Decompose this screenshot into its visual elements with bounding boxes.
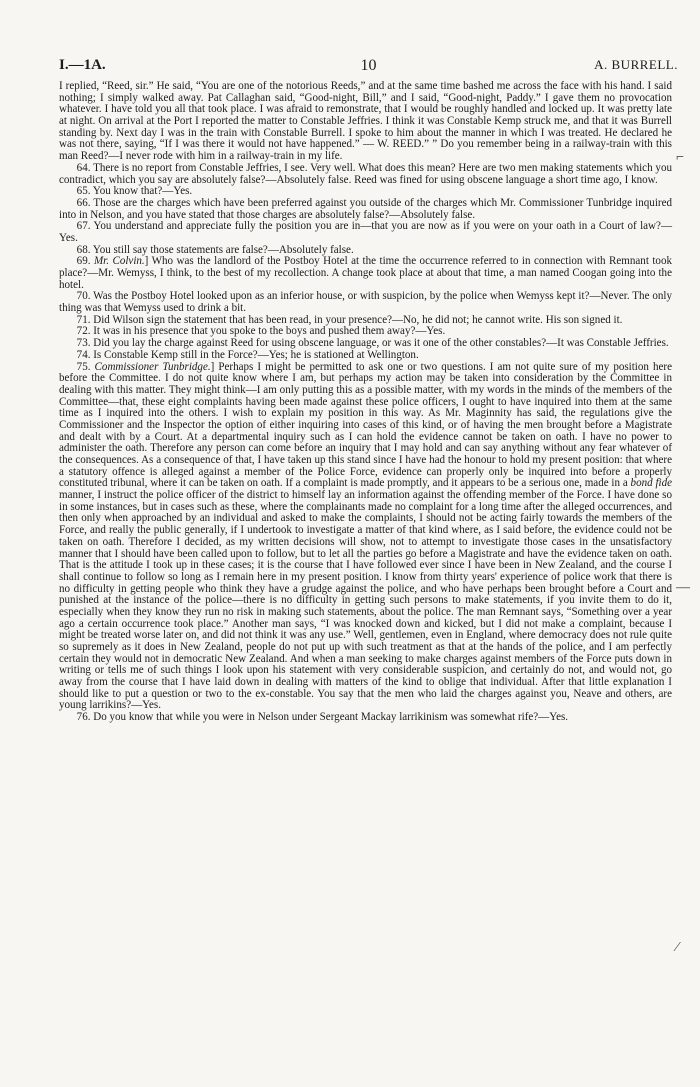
text-run: I replied, “Reed, sir.” He said, “You are one of the notorious Reeds,” and at the same time bashed me across the face with his hand. I said nothing; I simply walked away. Pat Callaghan said, “Good-night, Bill,” and I said, “Good-night, Paddy.” I gave them no provocation whatever. I have told you all that took place. I was afraid to remonstrate, that I would be roughly handled and locked up. It was pretty late at night. On arrival at the Port I reported the matter to Constable Jeffries. I think it was Constable Kemp struck me, and that it was Burrell standing by. Next day I was in the train with Constable Burrell. I spoke to him about the manner in which I was treated. He declared he was not there, saying, “If I was there it would not have happened.” — W. REED.” ” Do you remember being in a railway-train with this man Reed?—I never rode with him in a railway-train in my life. bbox=[59, 80, 672, 163]
text-run: ] Perhaps I might be permitted to ask one or two questions. I am not quite sure of my position here before the Committee. I do not quite know where I am, but perhaps my action may be taken into consideration by the Committee in dealing with this matter. They might think—I am only putting this as a possible matter, with my words in the minds of the members of the Committee—that, these eight complaints having been made against these police officers, I ought to have inquired into them at the same time as I inquired into the others. I wish to explain my position in this way. As Mr. Maginnity has said, the regulations give the Commissioner and the Inspector the option of either inquiring into cases of this kind, or of having the men brought before a Magistrate and dealt with by a Court. At a departmental inquiry such as I can hold the evidence cannot be taken on oath. I have no power to administer the oath. Therefore any person can come before an inquiry that I may hold and can say anything without any fear whatever of the consequences. As a consequence of that, I have taken up this stand since I have had the honour to hold my present position: that where a statutory offence is alleged against a member of the Police Force, evidence can properly only be inquired into before a properly constituted tribunal, where it can be taken on oath. If a complaint is made promptly, and it appears to be a serious one, made in a bbox=[59, 360, 672, 490]
text-run: 69. bbox=[76, 255, 94, 268]
margin-mark: — bbox=[676, 580, 690, 595]
body-text bbox=[59, 81, 672, 724]
paragraph bbox=[59, 291, 672, 314]
paragraph bbox=[59, 362, 672, 713]
text-run: 66. Those are the charges which have been preferred against you outside of the charges which Mr. Commissioner Tunbridge inquired into in Nelson, and you have stated that those charges are absolutely false?—Absolutely false. bbox=[59, 196, 672, 221]
text-run: 71. Did Wilson sign the statement that has been read, in your presence?—No, he did not; he cannot write. His son signed it. bbox=[76, 313, 623, 326]
text-run: 67. You understand and appreciate fully the position you are in—that you are now as if you were on your oath in a Court of law?—Yes. bbox=[59, 220, 672, 244]
margin-mark: ⌐ bbox=[676, 150, 684, 165]
paragraph bbox=[59, 256, 672, 291]
paragraph bbox=[59, 221, 672, 244]
text-run: 76. Do you know that while you were in Nelson under Sergeant Mackay larrikinism was somewhat rife?—Yes. bbox=[76, 711, 569, 724]
document-reference: I.—1A. bbox=[59, 57, 106, 73]
text-run: 74. Is Constable Kemp still in the Force?—Yes; he is stationed at Wellington. bbox=[76, 348, 419, 361]
page-number: 10 bbox=[360, 57, 377, 74]
text-run: 73. Did you lay the charge against Reed for using obscene language, or was it one of the other constables?—It was Constable Jeffries. bbox=[76, 337, 669, 350]
paragraph bbox=[59, 198, 672, 221]
witness-name: A. BURRELL. bbox=[594, 57, 678, 72]
paragraph bbox=[59, 163, 672, 186]
italic-text: bond fide bbox=[630, 477, 673, 490]
page-header bbox=[59, 57, 678, 77]
text-run: 68. You still say those statements are false?—Absolutely false. bbox=[76, 243, 354, 256]
italic-text: Commissioner Tunbridge. bbox=[94, 360, 211, 373]
text-run: 72. It was in his presence that you spoke to the boys and pushed them away?—Yes. bbox=[76, 325, 446, 338]
paragraph bbox=[59, 712, 672, 724]
text-run: 64. There is no report from Constable Jeffries, I see. Very well. What does this mean? Here are two men making statements which you contradict, which you say are absolutely false?—Absolutely false. Reed was fined for using obscene language a short time ago, I know. bbox=[59, 161, 672, 186]
text-run: 70. Was the Postboy Hotel looked upon as an inferior house, or with suspicion, by the police when Wemyss kept it?—Never. The only thing was that Wemyss used to drink a bit. bbox=[59, 290, 672, 315]
text-run: 65. You know that?—Yes. bbox=[76, 185, 193, 198]
paragraph bbox=[59, 81, 672, 163]
text-run: manner, I instruct the police officer of the district to himself lay an information against the offending member of the Force. I have done so in some instances, but in cases such as these, where the complainants made no complaint for a long time after the alleged occurrences, and then only when approached by an individual and asked to make the complaints, I should not be acting fairly towards the members of the Force, and really the public generally, if I undertook to investigate a matter of that kind where, as I said before, the evidence could not be taken on oath. Therefore I decided, as my written decisions will show, not to attempt to investigate those cases in the unsatisfactory manner that I should have been called upon to follow, but to let all the parties go before a Magistrate and have the evidence taken on oath. That is the attitude I took up in these cases; it is the course that I have followed ever since I have been in New Zealand, and the course I shall continue to follow so long as I remain here in my present position. I know from thirty years' experience of police work that there is no difficulty in getting people who think they have a grudge against the police, and who have perhaps been brought before a Court and punished at the instance of the police—there is no difficulty in getting such persons to make statements, if you invite them to do it, especially when they know they run no risk in making such statements, about the police. The man Remnant says, “Something over a year ago a certain occurrence took place.” Another man says, “I was knocked down and kicked, but I did not make a complaint, because I might be treated worse later on, and did not think it was any use.” Well, gentlemen, even in England, where democracy does not rule quite so supremely as it does in New Zealand, people do not put up with such treatment as that at the hands of the police, and I am perfectly certain they would not in democratic New Zealand. And when a man seeking to make charges against members of the Force puts down in writing or tells me of such things I look upon his statement with very considerable suspicion, and certainly do not, and would not, go away from the course that I have laid down in dealing with matters of the kind to oblige that individual. After that little explanation I should like to put a question or two to the ex-constable. You say that the men who laid the charges against you, Neave and others, are young larrikins?—Yes. bbox=[59, 489, 672, 712]
margin-mark: ⁄ bbox=[676, 940, 679, 955]
text-run: ] Who was the landlord of the Postboy Hotel at the time the occurrence referred to in connection with Remnant took place?—Mr. Wemyss, I think, to the best of my recollection. A change took place at about that time, a man named Coogan going into the hotel. bbox=[59, 255, 672, 291]
text-run: 75. bbox=[76, 360, 95, 373]
italic-text: Mr. Colvin. bbox=[93, 255, 145, 268]
